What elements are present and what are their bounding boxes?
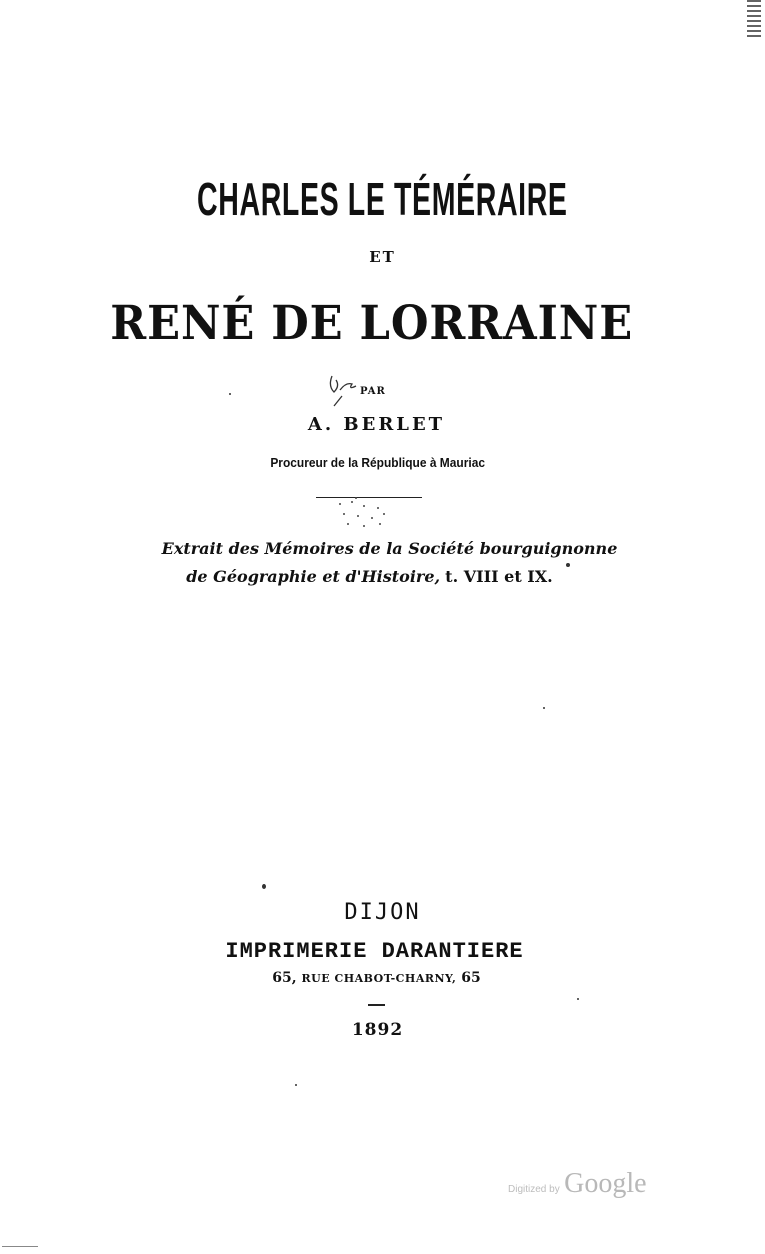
extract-line-2-roman: t. VIII et IX. [445,567,553,586]
printer-name: IMPRIMERIE DARANTIERE [225,939,524,964]
publication-year: 1892 [351,1020,404,1040]
title-line-1: CHARLES LE TÉMÉRAIRE [197,173,568,225]
address-number-end: 65 [461,970,481,986]
extract-line-2-italic: de Géographie et d'Histoire, [186,567,441,586]
digitized-prefix: Digitized by [508,1184,560,1195]
scan-speck [543,707,545,709]
scan-speck [566,563,570,567]
handwritten-annotation [322,372,364,412]
address-number-start: 65, [272,970,297,986]
google-logo: Google [564,1168,647,1199]
extract-line-2 [0,567,752,586]
library-stamp-dots [334,494,390,534]
scan-speck [229,393,231,395]
author-name: A. BERLET [307,414,446,435]
author-role: Procureur de la République à Mauriac [270,455,485,470]
scan-speck [295,1084,297,1086]
scan-edge-marks [747,0,761,40]
digitized-watermark [508,1168,647,1200]
year-separator [368,1004,385,1006]
publisher-city: DIJON [344,900,421,925]
by-label: PAR [360,386,386,397]
scan-corner-mark [2,1246,38,1247]
printer-address [0,970,759,986]
extract-line-1: Extrait des Mémoires de la Société bourguignonne [161,539,618,558]
title-line-2: RENÉ DE LORRAINE [110,296,634,351]
address-street: RUE CHABOT-CHARNY, [301,972,457,985]
scan-speck [262,884,266,889]
title-conjunction: ET [369,248,396,266]
scan-speck [577,998,579,1000]
